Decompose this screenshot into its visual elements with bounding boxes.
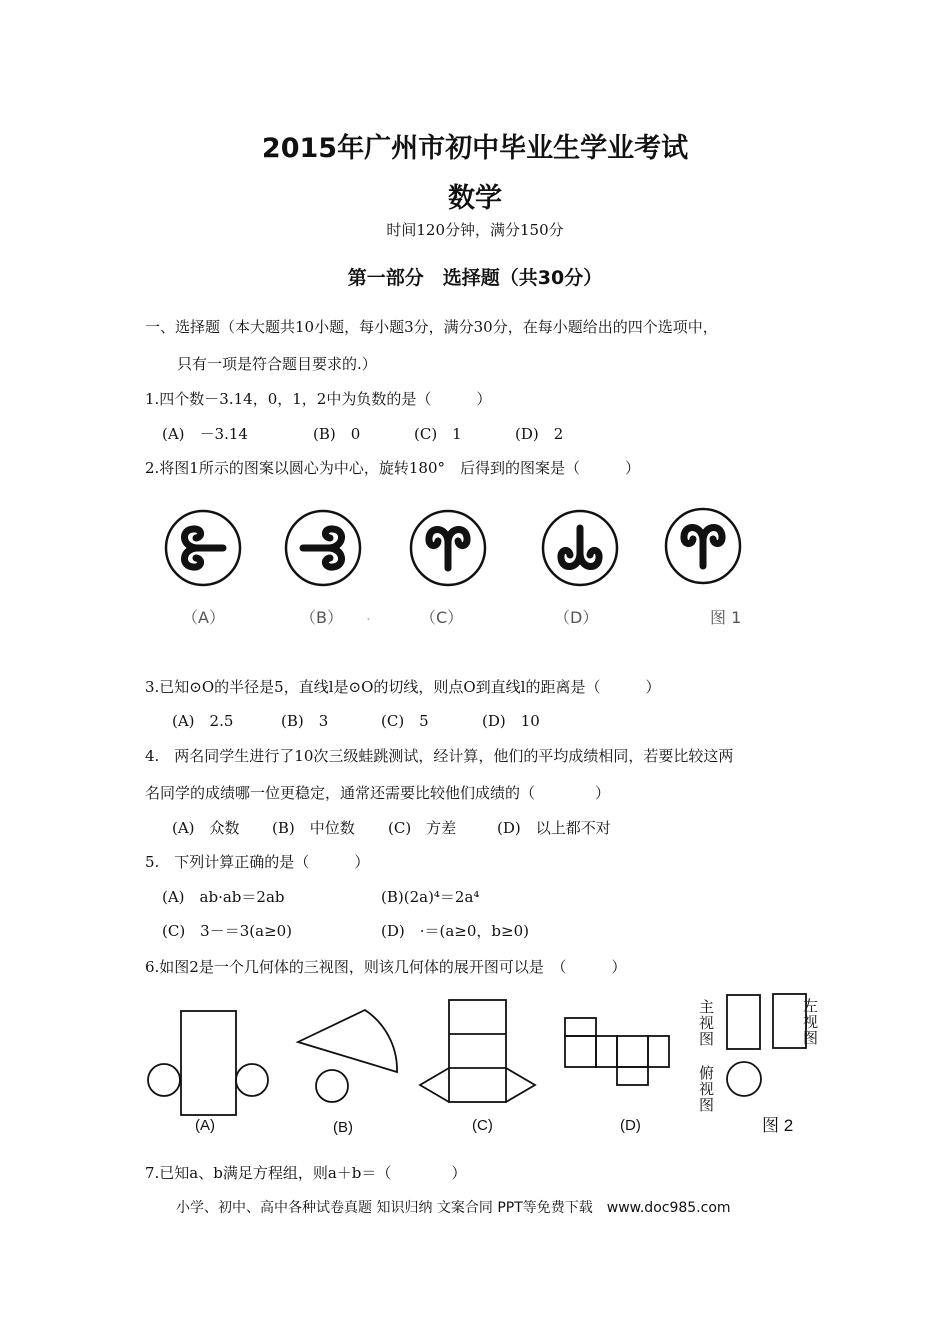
- section-intro-line2: 只有一项是符合题目要求的.）: [177, 355, 377, 373]
- footer-text: 小学、初中、高中各种试卷真题 知识归纳 文案合同 PPT等免费下载 www.doc985.com: [176, 1200, 731, 1216]
- q6-figure-d: [560, 1012, 675, 1092]
- q5-option-d: (D) ·＝(a≥0，b≥0): [381, 922, 529, 940]
- q2-label-fig1: 图 1: [710, 608, 742, 627]
- q4-option-d: (D) 以上都不对: [497, 819, 611, 837]
- q4-stem-line2: 名同学的成绩哪一位更稳定，通常还需要比较他们成绩的（ ）: [145, 784, 611, 802]
- q3-stem: 3.已知⊙O的半径是5，直线l是⊙O的切线，则点O到直线l的距离是（ ）: [145, 678, 661, 696]
- three-views-figure: [720, 990, 815, 1105]
- q2-figure-a: [160, 505, 250, 595]
- q6-figure-a: [145, 1005, 275, 1120]
- q6-stem: 6.如图2是一个几何体的三视图，则该几何体的展开图可以是 （ ）: [145, 958, 627, 976]
- q6-figure-c: [415, 995, 545, 1110]
- q2-label-c: （C）: [420, 608, 464, 627]
- q6-label-c: (C): [472, 1117, 493, 1134]
- q4-option-c: (C) 方差: [388, 819, 457, 837]
- exam-title: 2015年广州市初中毕业生学业考试: [261, 133, 689, 164]
- q6-label-d: (D): [620, 1117, 641, 1134]
- q2-figure-d: [537, 505, 627, 595]
- q2-dot: .: [366, 605, 372, 624]
- q3-option-b: (B) 3: [281, 712, 329, 730]
- view-top-label: 俯视图: [699, 1064, 715, 1114]
- q3-option-c: (C) 5: [381, 712, 429, 730]
- q2-figure-1: [660, 503, 750, 593]
- q5-stem: 5. 下列计算正确的是（ ）: [145, 853, 370, 871]
- q1-stem: 1.四个数－3.14，0，1，2中为负数的是（ ）: [145, 390, 492, 408]
- q6-figure-b: [290, 1005, 410, 1105]
- q2-label-b: （B）: [300, 608, 343, 627]
- time-info: 时间120分钟，满分150分: [386, 221, 564, 239]
- q7-stem: 7.已知a、b满足方程组，则a＋b＝（ ）: [145, 1164, 467, 1182]
- q1-option-a: (A) －3.14: [162, 425, 248, 443]
- subject-title: 数学: [448, 183, 502, 214]
- q2-label-a: （A）: [182, 608, 225, 627]
- part-title: 第一部分 选择题（共30分）: [347, 267, 603, 289]
- q5-option-c: (C) 3－＝3(a≥0): [162, 922, 293, 940]
- q2-label-d: （D）: [554, 608, 599, 627]
- q4-option-b: (B) 中位数: [272, 819, 355, 837]
- section-intro-line1: 一、选择题（本大题共10小题，每小题3分，满分30分，在每小题给出的四个选项中，: [145, 318, 718, 336]
- q1-option-b: (B) 0: [313, 425, 361, 443]
- q5-option-a: (A) ab·ab＝2ab: [162, 888, 285, 906]
- q6-label-a: (A): [195, 1117, 215, 1134]
- q4-option-a: (A) 众数: [172, 819, 240, 837]
- view-front-label: 主视图: [699, 998, 715, 1048]
- q4-stem-line1: 4. 两名同学生进行了10次三级蛙跳测试，经计算，他们的平均成绩相同，若要比较这两: [145, 747, 734, 765]
- q5-option-b: (B)(2a)⁴＝2a⁴: [381, 888, 480, 906]
- q6-label-b: (B): [333, 1119, 353, 1136]
- q1-option-c: (C) 1: [414, 425, 462, 443]
- q2-figure-c: [405, 505, 495, 595]
- q3-option-a: (A) 2.5: [172, 712, 234, 730]
- q1-option-d: (D) 2: [515, 425, 564, 443]
- q3-option-d: (D) 10: [482, 712, 540, 730]
- q2-stem: 2.将图1所示的图案以圆心为中心，旋转180° 后得到的图案是（ ）: [145, 459, 640, 477]
- view-left-label: 左视图: [803, 997, 819, 1047]
- q2-figure-b: [280, 505, 370, 595]
- fig2-label: 图 2: [762, 1116, 794, 1135]
